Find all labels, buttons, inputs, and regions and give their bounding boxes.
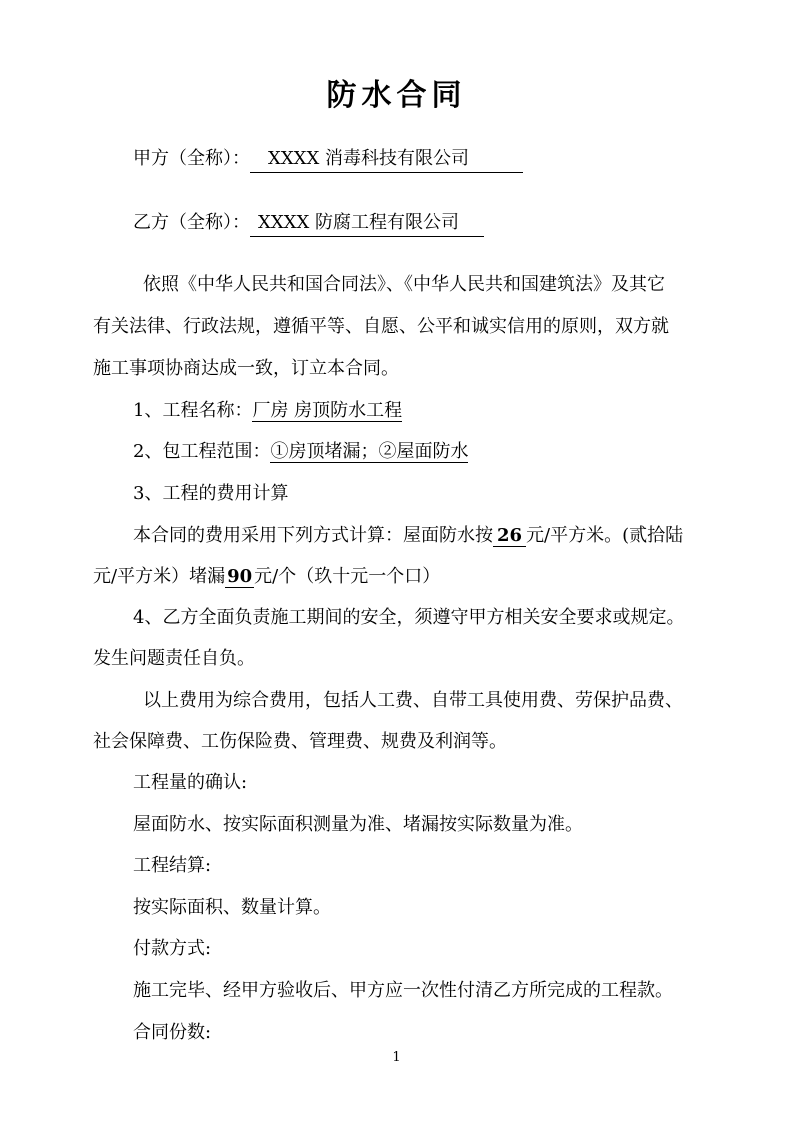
- settlement-text: 按实际面积、数量计算。: [133, 897, 331, 918]
- settlement-heading: 工程结算:: [133, 855, 212, 876]
- party-b-line: [133, 210, 753, 237]
- party-b-label: 乙方（全称）：: [133, 212, 250, 233]
- payment-text: 施工完毕、经甲方验收后、甲方应一次性付清乙方所完成的工程款。: [133, 980, 673, 1001]
- copies-heading: 合同份数:: [133, 1022, 212, 1043]
- item3-heading: 3、工程的费用计算: [133, 483, 289, 504]
- cost-line-1: [133, 523, 753, 549]
- party-b-value: XXXX 防腐工程有限公司: [250, 210, 484, 237]
- intro-line-3: 施工事项协商达成一致，订立本合同。: [93, 358, 399, 379]
- cost-line-1-text-a: 本合同的费用采用下列方式计算：屋面防水按: [133, 525, 493, 546]
- intro-line-1: 依照《中华人民共和国合同法》、《中华人民共和国建筑法》及其它: [143, 274, 665, 295]
- cost-line-2-text-a: 元/平方米）堵漏: [93, 566, 226, 587]
- cost-line-2: [93, 564, 713, 590]
- party-a-line: [133, 146, 753, 173]
- party-a-value: XXXX 消毒科技有限公司: [250, 146, 523, 173]
- quantity-text: 屋面防水、按实际面积测量为准、堵漏按实际数量为准。: [133, 814, 583, 835]
- document-title: 防水合同: [326, 78, 467, 113]
- intro-line-2: 有关法律、行政法规，遵循平等、自愿、公平和诚实信用的原则，双方就: [93, 316, 669, 337]
- item1-line: [133, 398, 753, 424]
- item4-line-2: 发生问题责任自负。: [93, 648, 255, 669]
- party-a-label: 甲方（全称）：: [133, 148, 250, 169]
- inclusive-line-2: 社会保障费、工伤保险费、管理费、规费及利润等。: [93, 731, 507, 752]
- inclusive-line-1: 以上费用为综合费用，包括人工费、自带工具使用费、劳保护品费、: [143, 690, 683, 711]
- item1-value: 厂房 房顶防水工程: [252, 400, 403, 421]
- cost-line-1-text-b: 元/平方米。(贰拾陆: [526, 525, 684, 546]
- item1-label: 1、工程名称：: [133, 400, 253, 421]
- quantity-heading: 工程量的确认:: [133, 772, 248, 793]
- page-number: 1: [392, 1050, 401, 1065]
- item2-value: ①房顶堵漏；②屋面防水: [270, 441, 469, 462]
- roof-price: 26: [493, 525, 526, 547]
- item4-line-1: 4、乙方全面负责施工期间的安全，须遵守甲方相关安全要求或规定。: [133, 607, 685, 628]
- item2-label: 2、包工程范围：: [133, 441, 271, 462]
- leak-price: 90: [227, 566, 253, 587]
- item2-line: [133, 439, 753, 465]
- payment-heading: 付款方式:: [133, 938, 212, 959]
- cost-line-2-text-b: 元/个（玖十元一个口）: [254, 566, 441, 587]
